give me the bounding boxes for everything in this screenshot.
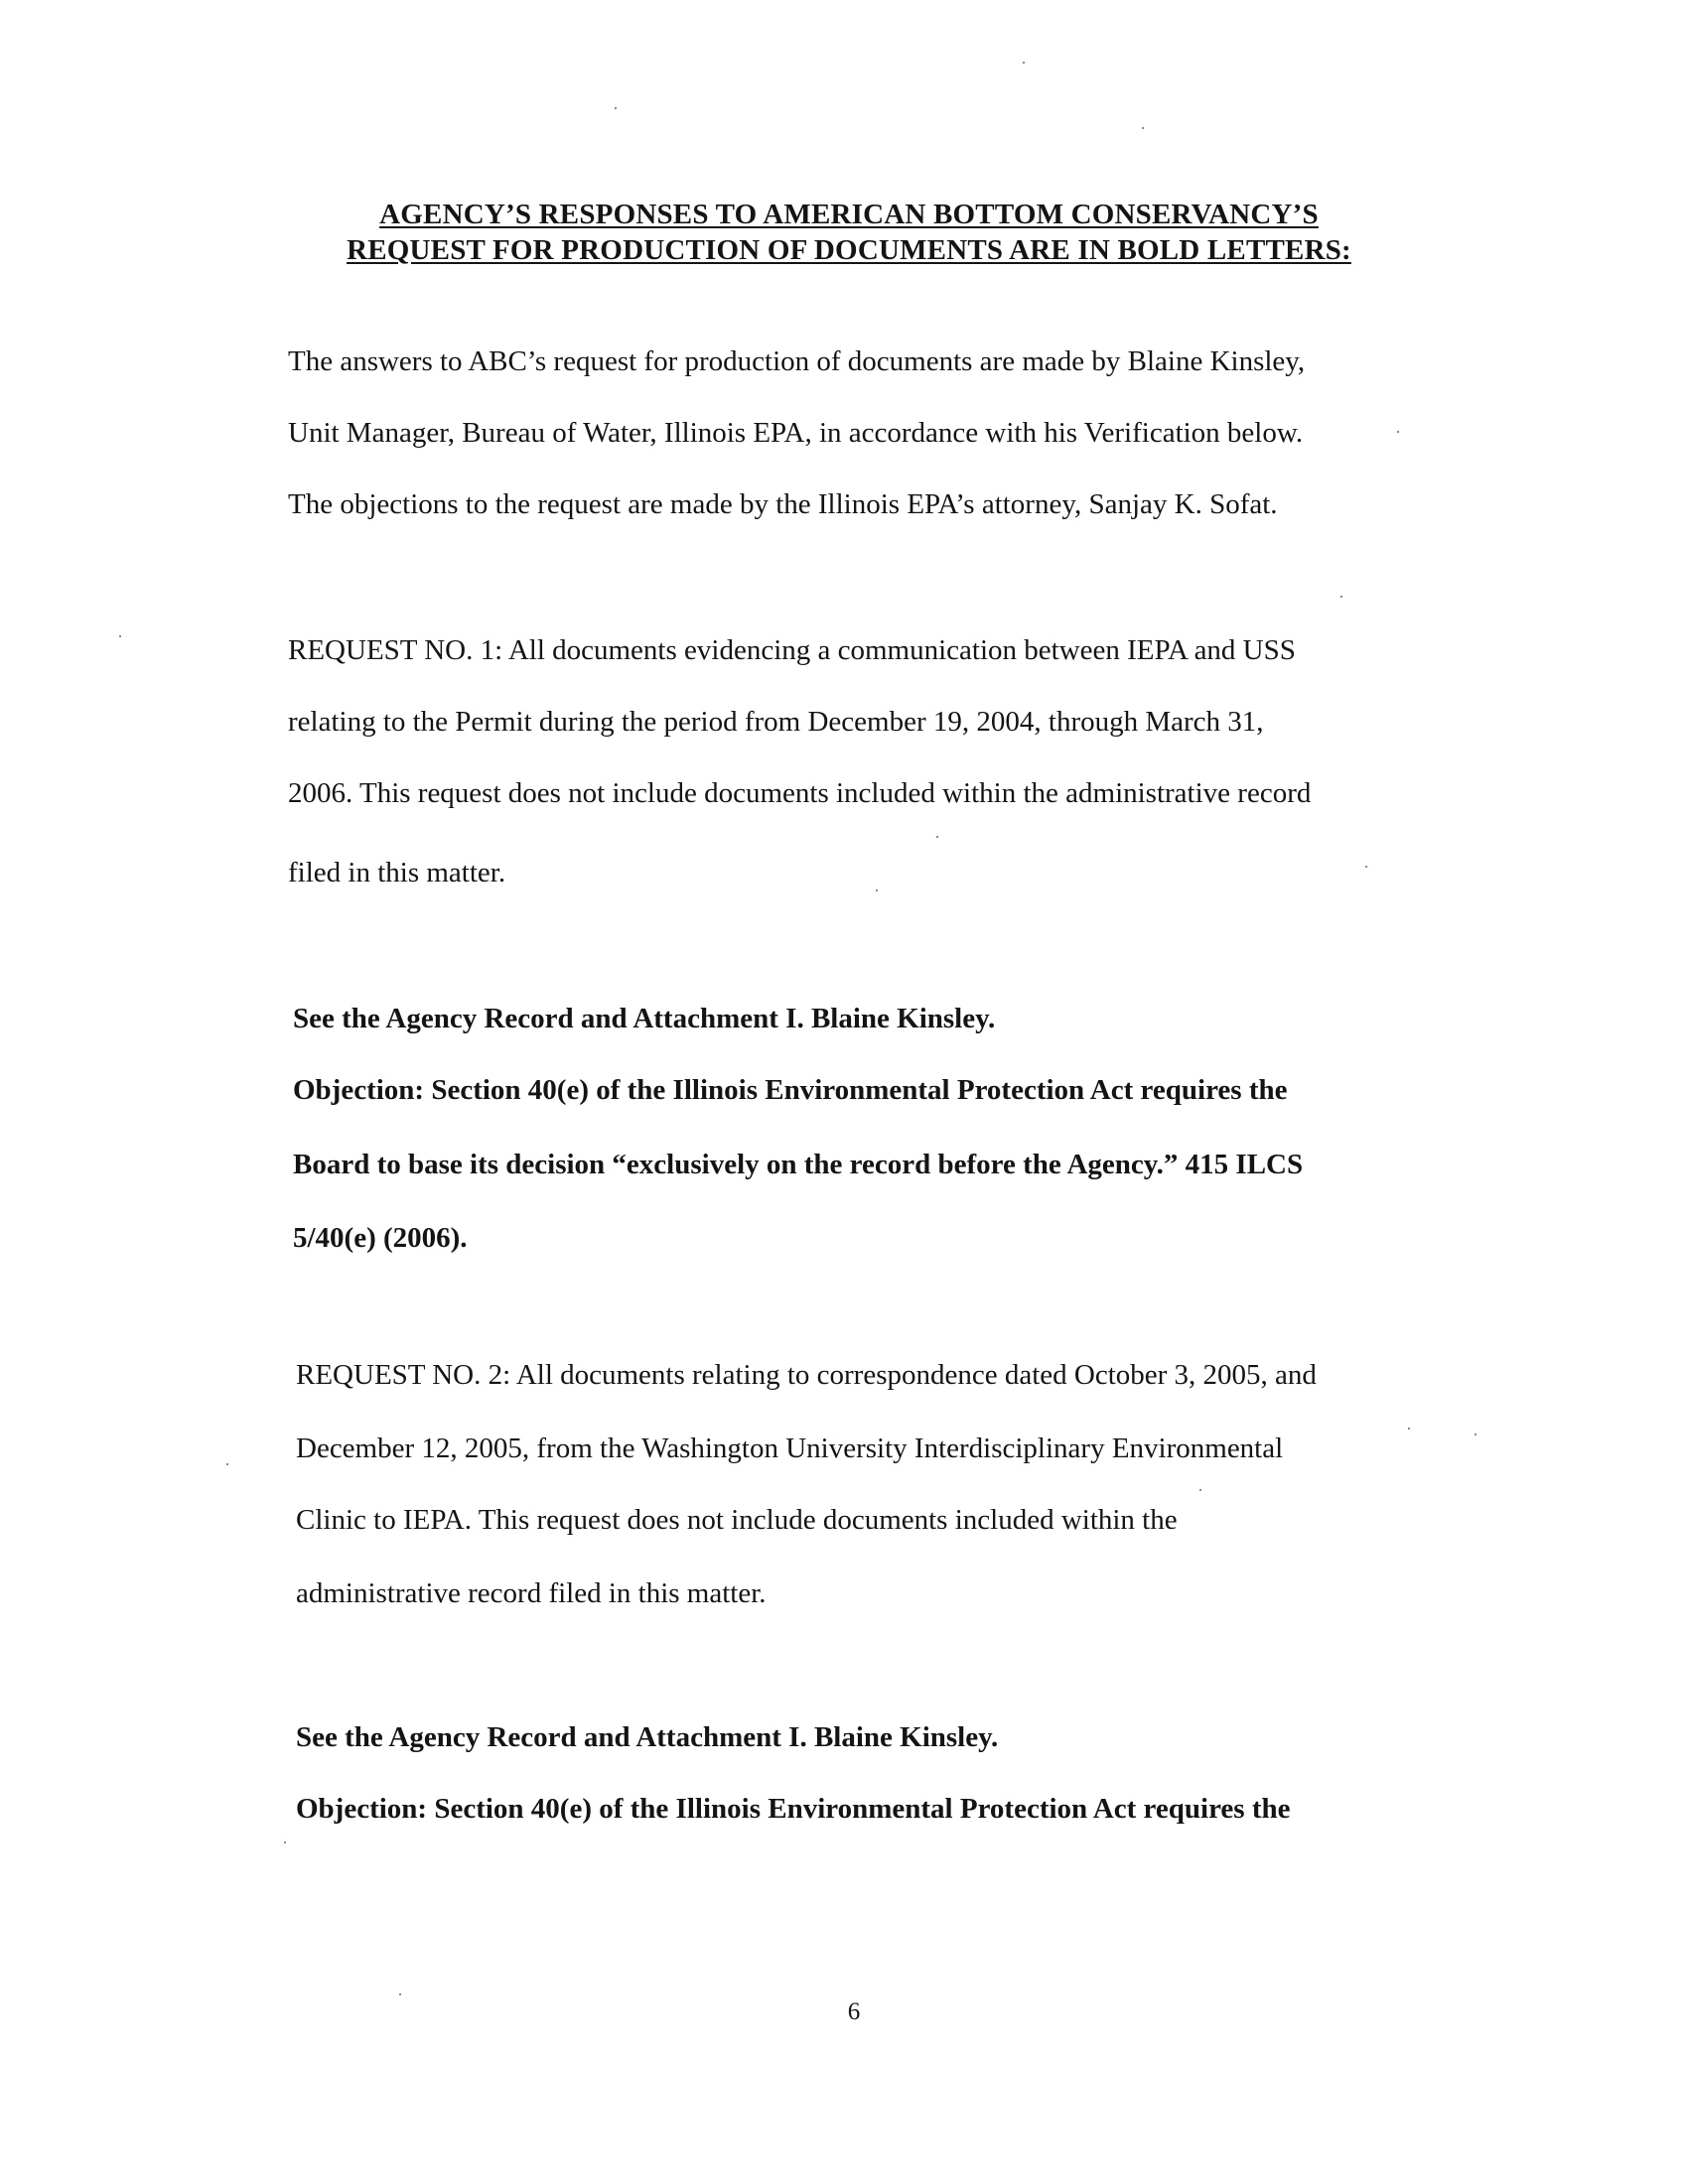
request2-line-4: administrative record filed in this matter. (296, 1577, 767, 1609)
request1-line-4: filed in this matter. (288, 857, 506, 888)
response1-line-1: See the Agency Record and Attachment I. Blaine Kinsley. (293, 1003, 996, 1034)
page-number: 6 (847, 1998, 861, 2025)
scan-speck (876, 889, 878, 891)
request1-line-1: REQUEST NO. 1: All documents evidencing a communication between IEPA and USS (288, 634, 1296, 666)
intro-line-2: Unit Manager, Bureau of Water, Illinois EPA, in accordance with his Verification below. (288, 417, 1304, 449)
request2-line-2: December 12, 2005, from the Washington University Interdisciplinary Environmental (296, 1433, 1284, 1464)
heading-line-1: AGENCY’S RESPONSES TO AMERICAN BOTTOM CONSERVANCY’S (379, 199, 1319, 230)
request1-line-3: 2006. This request does not include documents included within the administrative record (288, 777, 1312, 809)
request2-line-1: REQUEST NO. 2: All documents relating to correspondence dated October 3, 2005, and (296, 1359, 1317, 1391)
request1-line-2: relating to the Permit during the period from December 19, 2004, through March 31, (288, 706, 1264, 738)
response1-line-3: Board to base its decision “exclusively on the record before the Agency.” 415 ILCS (293, 1149, 1304, 1180)
scan-speck (1199, 1489, 1201, 1491)
scan-speck (936, 836, 938, 838)
response2-line-2: Objection: Section 40(e) of the Illinois Environmental Protection Act requires the (296, 1793, 1291, 1825)
scan-speck (226, 1463, 228, 1465)
response1-line-2: Objection: Section 40(e) of the Illinois Environmental Protection Act requires the (293, 1074, 1288, 1106)
intro-line-1: The answers to ABC’s request for production of documents are made by Blaine Kinsley, (288, 345, 1306, 377)
scan-speck (119, 635, 121, 637)
scan-speck (1408, 1428, 1410, 1430)
heading-line-2: REQUEST FOR PRODUCTION OF DOCUMENTS ARE IN BOLD LETTERS: (347, 234, 1351, 266)
scan-speck (1397, 431, 1399, 433)
scan-speck (1142, 127, 1144, 129)
response1-line-4: 5/40(e) (2006). (293, 1222, 468, 1254)
scan-speck (1023, 62, 1025, 64)
intro-line-3: The objections to the request are made by the Illinois EPA’s attorney, Sanjay K. Sofat. (288, 488, 1278, 520)
document-heading (288, 197, 1410, 268)
scan-speck (615, 107, 617, 109)
response2-line-1: See the Agency Record and Attachment I. Blaine Kinsley. (296, 1721, 999, 1753)
scan-speck (399, 1993, 401, 1995)
scan-speck (1474, 1433, 1476, 1435)
scan-speck (1340, 596, 1342, 598)
request2-line-3: Clinic to IEPA. This request does not include documents included within the (296, 1504, 1178, 1536)
scan-speck (1365, 866, 1367, 868)
scan-speck (284, 1842, 286, 1843)
